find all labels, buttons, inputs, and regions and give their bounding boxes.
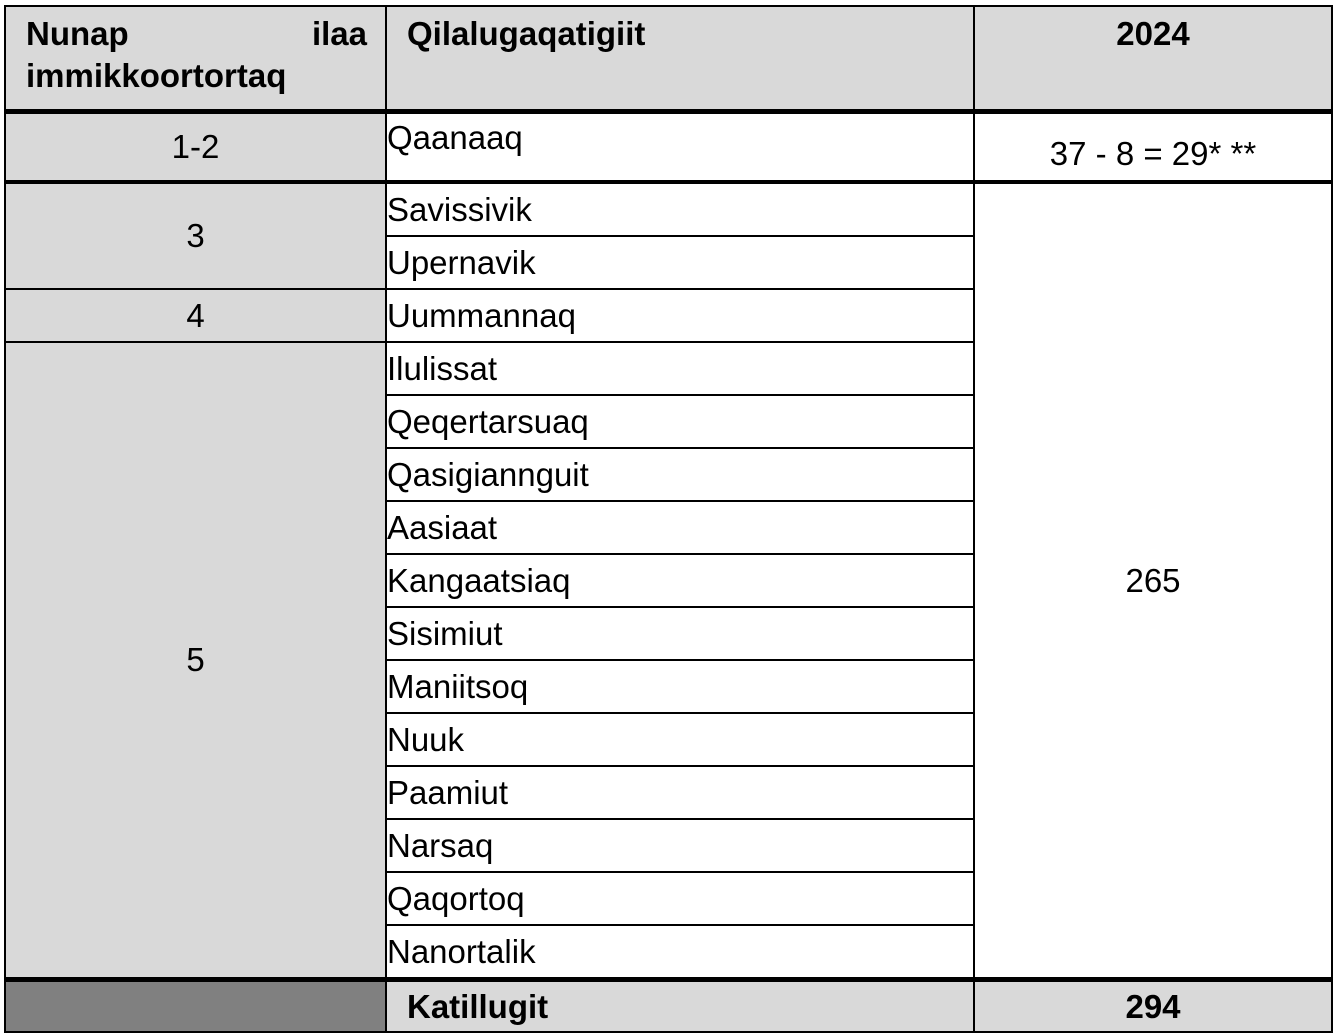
town-cell: Upernavik: [386, 236, 974, 289]
town-cell: Qaanaaq: [386, 112, 974, 183]
total-label: Katillugit: [386, 980, 974, 1033]
header-towns: Qilalugaqatigiit: [386, 6, 974, 112]
zone-cell: 3: [5, 182, 386, 289]
town-cell: Kangaatsiaq: [386, 554, 974, 607]
town-cell: Aasiaat: [386, 501, 974, 554]
header-zone: Nunap ilaa immikkoortortaq: [5, 6, 386, 112]
zone-cell: 5: [5, 342, 386, 980]
header-year: 2024: [974, 6, 1332, 112]
header-row: [5, 6, 1332, 112]
quota-cell: 265: [974, 182, 1332, 980]
zone-cell: 1-2: [5, 112, 386, 183]
town-cell: Maniitsoq: [386, 660, 974, 713]
town-cell: Sisimiut: [386, 607, 974, 660]
town-cell: Nanortalik: [386, 925, 974, 980]
table-row: [5, 112, 1332, 183]
town-cell: Savissivik: [386, 182, 974, 236]
town-cell: Qasigiannguit: [386, 448, 974, 501]
town-cell: Narsaq: [386, 819, 974, 872]
quota-cell: 37 - 8 = 29* **: [974, 112, 1332, 183]
town-cell: Uummannaq: [386, 289, 974, 342]
total-empty-cell: [5, 980, 386, 1033]
total-row: [5, 980, 1332, 1033]
town-cell: Nuuk: [386, 713, 974, 766]
town-cell: Ilulissat: [386, 342, 974, 395]
total-value: 294: [974, 980, 1332, 1033]
zone-cell: 4: [5, 289, 386, 342]
town-cell: Qeqertarsuaq: [386, 395, 974, 448]
table-row: [5, 182, 1332, 236]
town-cell: Paamiut: [386, 766, 974, 819]
town-cell: Qaqortoq: [386, 872, 974, 925]
quota-table: [4, 5, 1333, 1033]
